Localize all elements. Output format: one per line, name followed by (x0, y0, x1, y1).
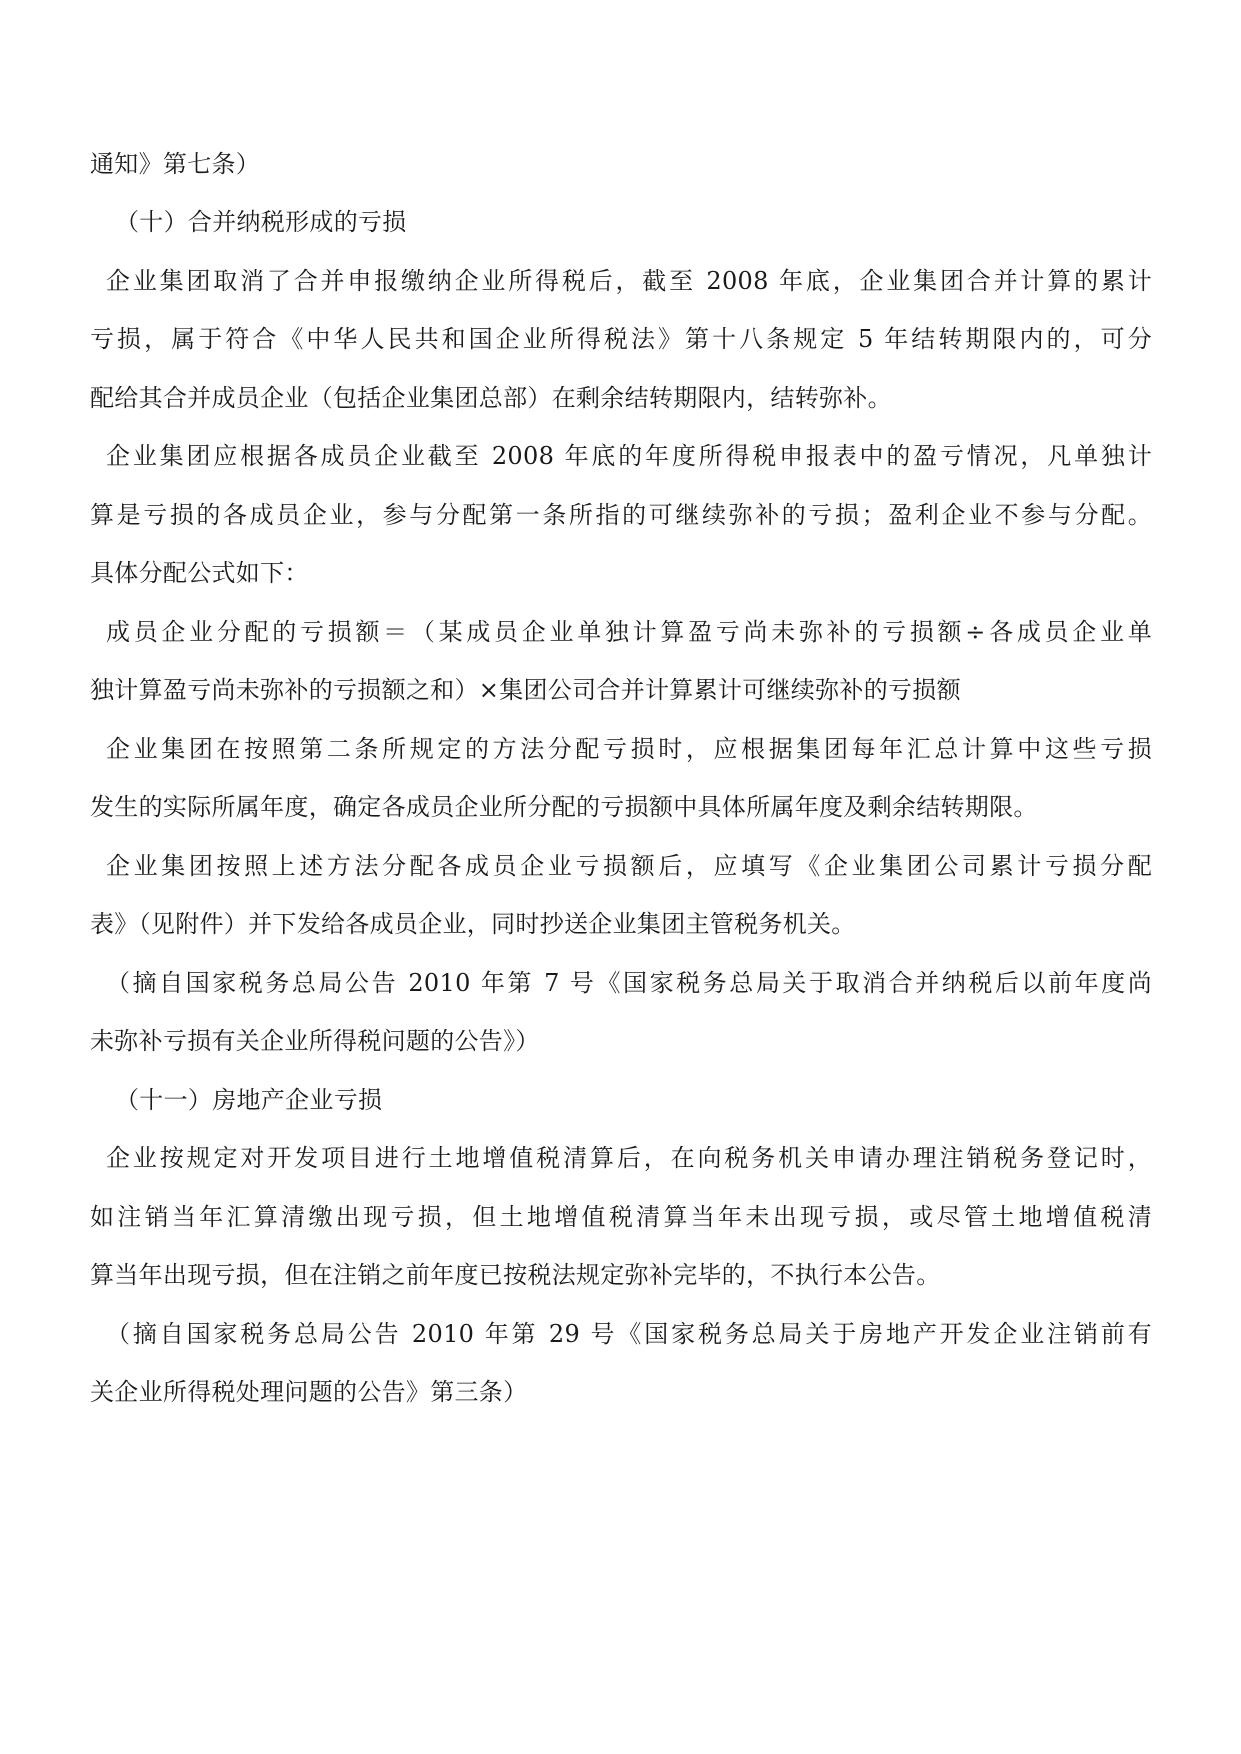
paragraph-line: 企业集团按照上述方法分配各成员企业亏损额后，应填写《企业集团公司累计亏损分配 (106, 852, 1152, 880)
paragraph-line: 算是亏损的各成员企业，参与分配第一条所指的可继续弥补的亏损；盈利企业不参与分配。 (90, 501, 1152, 529)
paragraph-line: 企业集团应根据各成员企业截至 2008 年底的年度所得税申报表中的盈亏情况，凡单独计 (106, 442, 1152, 470)
paragraph-line: 企业集团在按照第二条所规定的方法分配亏损时，应根据集团每年汇总计算中这些亏损 (106, 735, 1152, 763)
formula-line: 独计算盈亏尚未弥补的亏损额之和）×集团公司合并计算累计可继续弥补的亏损额 (90, 676, 961, 704)
citation-line: 未弥补亏损有关企业所得税问题的公告》） (90, 1027, 540, 1055)
citation-line: （摘自国家税务总局公告 2010 年第 29 号《国家税务总局关于房地产开发企业注销前有 (106, 1320, 1152, 1348)
paragraph-line: 具体分配公式如下： (90, 559, 309, 587)
paragraph-line: 企业按规定对开发项目进行土地增值税清算后，在向税务机关申请办理注销税务登记时， (106, 1144, 1152, 1172)
paragraph-line: 配给其合并成员企业（包括企业集团总部）在剩余结转期限内，结转弥补。 (90, 384, 892, 412)
citation-line: （摘自国家税务总局公告 2010 年第 7 号《国家税务总局关于取消合并纳税后以前年度尚 (106, 969, 1152, 997)
formula-line: 成员企业分配的亏损额＝（某成员企业单独计算盈亏尚未弥补的亏损额÷各成员企业单 (106, 618, 1152, 646)
section-heading: （十一）房地产企业亏损 (115, 1086, 383, 1114)
paragraph-line: 亏损，属于符合《中华人民共和国企业所得税法》第十八条规定 5 年结转期限内的，可分 (90, 325, 1152, 353)
text-line: 通知》第七条） (90, 150, 261, 178)
paragraph-line: 发生的实际所属年度，确定各成员企业所分配的亏损额中具体所属年度及剩余结转期限。 (90, 793, 1038, 821)
paragraph-line: 算当年出现亏损，但在注销之前年度已按税法规定弥补完毕的，不执行本公告。 (90, 1261, 941, 1289)
section-heading: （十）合并纳税形成的亏损 (115, 208, 407, 236)
citation-line: 关企业所得税处理问题的公告》第三条） (90, 1378, 528, 1406)
paragraph-line: 企业集团取消了合并申报缴纳企业所得税后，截至 2008 年底，企业集团合并计算的累计 (106, 267, 1152, 295)
paragraph-line: 表》（见附件）并下发给各成员企业，同时抄送企业集团主管税务机关。 (90, 910, 856, 938)
paragraph-line: 如注销当年汇算清缴出现亏损，但土地增值税清算当年未出现亏损，或尽管土地增值税清 (90, 1203, 1152, 1231)
